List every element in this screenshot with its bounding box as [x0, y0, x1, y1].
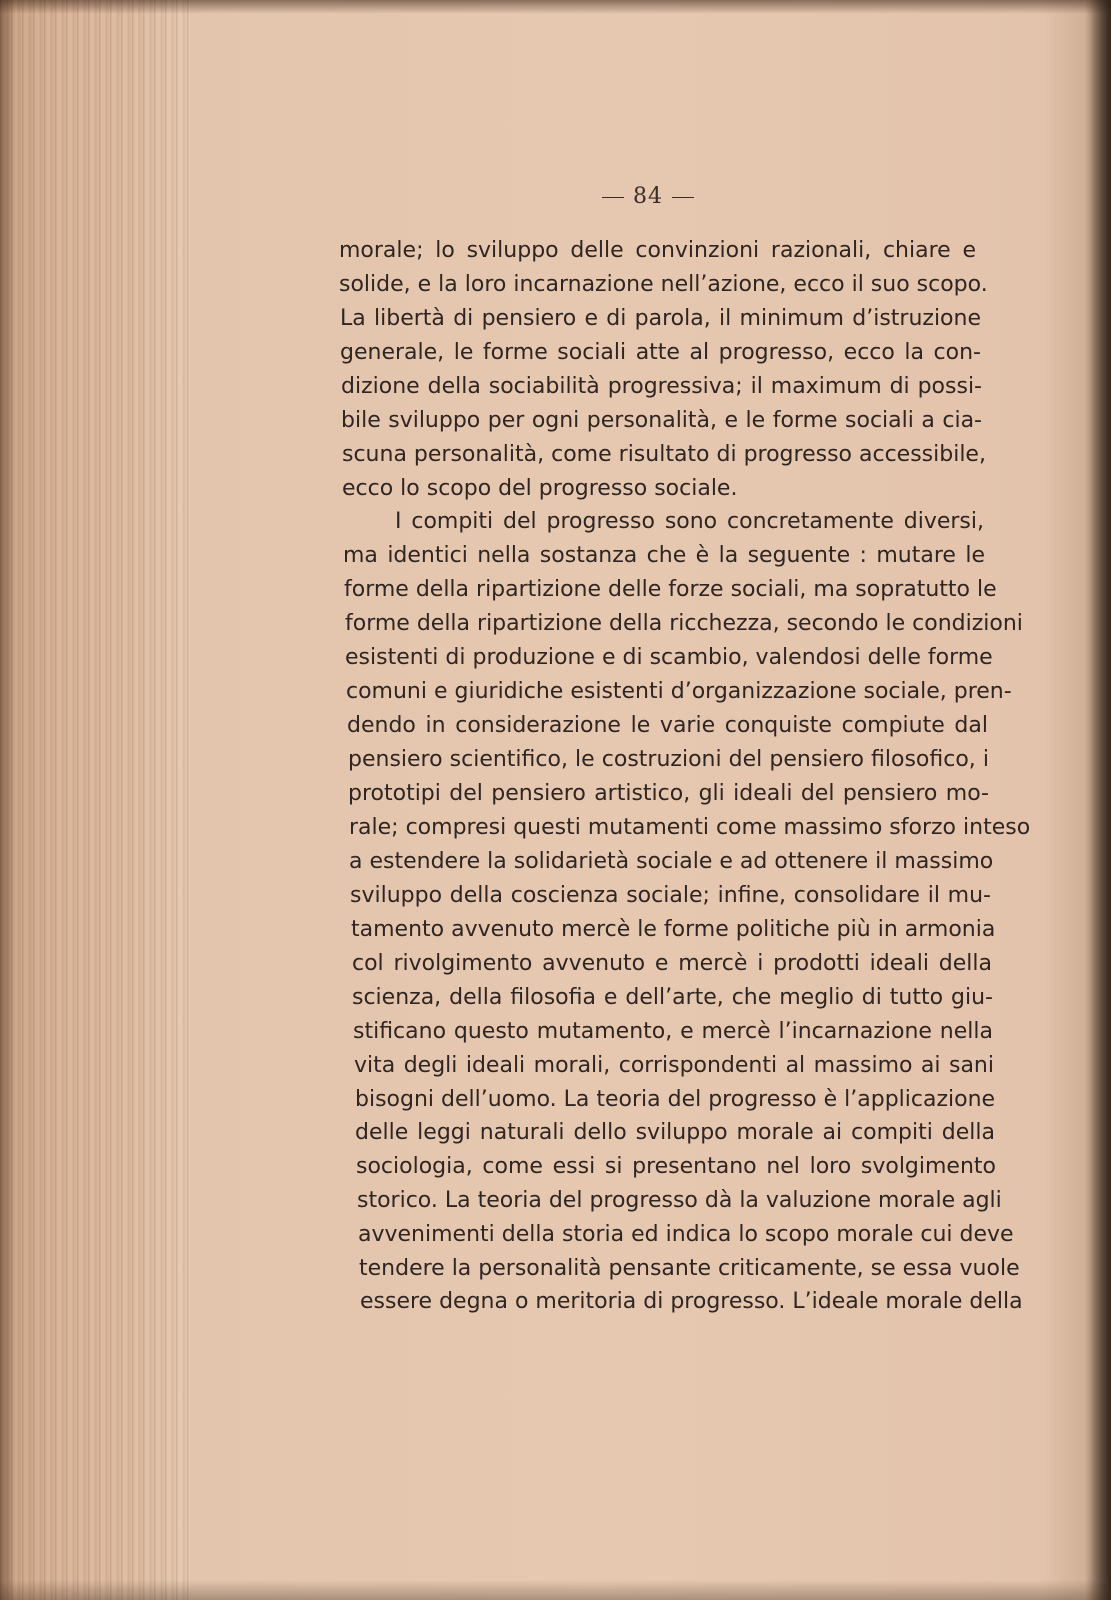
text-line: dizione della sociabilità progressiva; il maximum di possi- — [341, 374, 982, 399]
text-line: forme della ripartizione della ricchezza, secondo le condizioni — [345, 611, 1023, 636]
text-line: forme della ripartizione delle forze sociali, ma sopratutto le — [344, 577, 997, 602]
text-line: solide, e la loro incarnazione nell’azione, ecco il suo scopo. — [339, 272, 988, 297]
text-line: essere degna o meritoria di progresso. L’ideale morale della — [360, 1289, 1023, 1314]
text-line: pensiero scientifico, le costruzioni del pensiero filosofico, i — [348, 747, 989, 772]
page-number-text: 84 — [633, 184, 663, 209]
text-line: scienza, della filosofia e dell’arte, che meglio di tutto giu- — [352, 985, 993, 1010]
text-line: ecco lo scopo del progresso sociale. — [342, 476, 738, 501]
text-line: generale, le forme sociali atte al progresso, ecco la con- — [340, 340, 981, 365]
text-line: prototipi del pensiero artistico, gli ideali del pensiero mo- — [348, 781, 989, 806]
text-line: tamento avvenuto mercè le forme politiche più in armonia — [351, 917, 996, 942]
text-line: I compiti del progresso sono concretamente diversi, — [395, 509, 984, 534]
text-line: sociologia, come essi si presentano nel loro svolgimento — [356, 1154, 996, 1179]
text-line: stificano questo mutamento, e mercè l’incarnazione nella — [353, 1019, 993, 1044]
text-line: rale; compresi questi mutamenti come massimo sforzo inteso — [349, 815, 1031, 840]
text-line: bile sviluppo per ogni personalità, e le forme sociali a cia- — [341, 408, 982, 433]
text-line: tendere la personalità pensante criticamente, se essa vuole — [359, 1256, 1020, 1281]
text-line: delle leggi naturali dello sviluppo morale ai compiti della — [355, 1120, 995, 1145]
text-line: esistenti di produzione e di scambio, valendosi delle forme — [345, 645, 993, 670]
text-line: bisogni dell’uomo. La teoria del progresso è l’applicazione — [355, 1087, 996, 1112]
text-line: a estendere la solidarietà sociale e ad ottenere il massimo — [349, 849, 994, 874]
text-line: morale; lo sviluppo delle convinzioni razionali, chiare e — [339, 238, 976, 263]
text-line: storico. La teoria del progresso dà la valuzione morale agli — [357, 1188, 1002, 1213]
text-line: sviluppo della coscienza sociale; infine, consolidare il mu- — [350, 883, 991, 908]
text-line: dendo in considerazione le varie conquiste compiute dal — [347, 713, 988, 738]
text-line: comuni e giuridiche esistenti d’organizzazione sociale, pren- — [346, 679, 1012, 704]
text-line: scuna personalità, come risultato di progresso accessibile, — [342, 442, 986, 467]
text-line: vita degli ideali morali, corrispondenti al massimo ai sani — [354, 1053, 994, 1078]
text-line: La libertà di pensiero e di parola, il minimum d’istruzione — [340, 306, 981, 331]
text-line: col rivolgimento avvenuto e mercè i prodotti ideali della — [352, 951, 992, 976]
text-line: ma identici nella sostanza che è la seguente : mutare le — [343, 543, 985, 568]
text-line: avvenimenti della storia ed indica lo scopo morale cui deve — [358, 1222, 1014, 1247]
